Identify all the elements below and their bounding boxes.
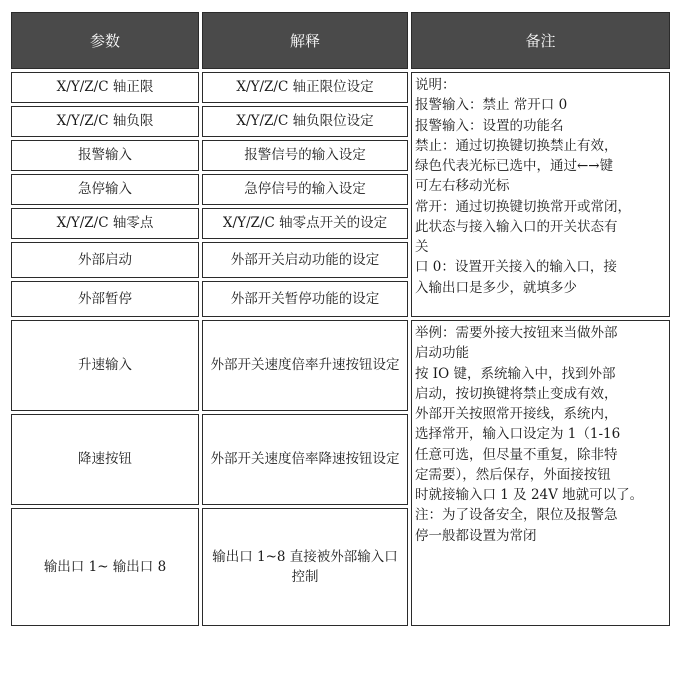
note-line: 口 0：设置开关接入的输入口，接 [415, 259, 617, 276]
note-line: 禁止：通过切换键切换禁止有效， [415, 137, 618, 154]
note-line: 可左右移动光标 [415, 178, 510, 195]
note-line: 报警输入：设置的功能名 [415, 117, 564, 134]
note-line: 举例：需要外接大按钮来当做外部 [415, 325, 618, 341]
note-line: 报警输入：禁止 常开口 0 [415, 97, 568, 114]
note-line: 定需要），然后保存，外面接按钮 [415, 466, 611, 483]
note-line: 时就接输入口 1 及 24V 地就可以了。 [415, 487, 644, 503]
note-line: 绿色代表光标已选中，通过←→键 [415, 158, 614, 174]
note-line: 注：为了设备安全，限位及报警急 [415, 507, 618, 524]
parameter-table [8, 9, 673, 629]
note-line: 此状态与接入输入口的开关状态有 [415, 218, 618, 235]
note-line: 关 [415, 239, 429, 255]
header-row [11, 12, 670, 69]
header-param: 参数 [11, 12, 199, 69]
table-row [11, 320, 670, 411]
desc-cell: 急停信号的输入设定 [202, 174, 408, 205]
desc-cell: 输出口 1~8 直接被外部输入口控制 [202, 508, 408, 626]
param-cell: 报警输入 [11, 140, 199, 171]
header-note: 备注 [411, 12, 670, 69]
note-cell-group1 [411, 72, 670, 317]
param-cell: 降速按钮 [11, 414, 199, 505]
note-line: 启动，按切换键将禁止变成有效， [415, 385, 618, 402]
param-cell: 升速输入 [11, 320, 199, 411]
desc-cell: X/Y/Z/C 轴负限位设定 [202, 106, 408, 137]
param-cell: X/Y/Z/C 轴正限 [11, 72, 199, 103]
param-cell: 外部暂停 [11, 281, 199, 317]
note-line: 停一般都设置为常闭 [415, 527, 537, 544]
param-cell: X/Y/Z/C 轴负限 [11, 106, 199, 137]
note-line: 任意可选，但尽量不重复，除非特 [415, 446, 618, 463]
desc-cell: 报警信号的输入设定 [202, 140, 408, 171]
param-cell: 外部启动 [11, 242, 199, 278]
desc-cell: 外部开关速度倍率降速按钮设定 [202, 414, 408, 505]
desc-cell: X/Y/Z/C 轴零点开关的设定 [202, 208, 408, 239]
desc-cell: 外部开关启动功能的设定 [202, 242, 408, 278]
note-line: 常开：通过切换键切换常开或常闭， [415, 198, 631, 215]
param-cell: 输出口 1~ 输出口 8 [11, 508, 199, 626]
param-cell: X/Y/Z/C 轴零点 [11, 208, 199, 239]
note-line: 选择常开，输入口设定为 1（1-16 [415, 426, 621, 443]
desc-cell: 外部开关速度倍率升速按钮设定 [202, 320, 408, 411]
param-cell: 急停输入 [11, 174, 199, 205]
note-line: 按 IO 键，系统输入中，找到外部 [415, 365, 616, 382]
desc-cell: X/Y/Z/C 轴正限位设定 [202, 72, 408, 103]
note-line: 外部开关按照常开接线，系统内， [415, 406, 618, 422]
table-row [11, 72, 670, 103]
note-line: 入输出口是多少，就填多少 [415, 279, 577, 296]
note-line: 启动功能 [415, 345, 469, 362]
header-desc: 解释 [202, 12, 408, 69]
note-line: 说明： [415, 77, 456, 93]
desc-cell: 外部开关暂停功能的设定 [202, 281, 408, 317]
note-cell-group2 [411, 320, 670, 626]
